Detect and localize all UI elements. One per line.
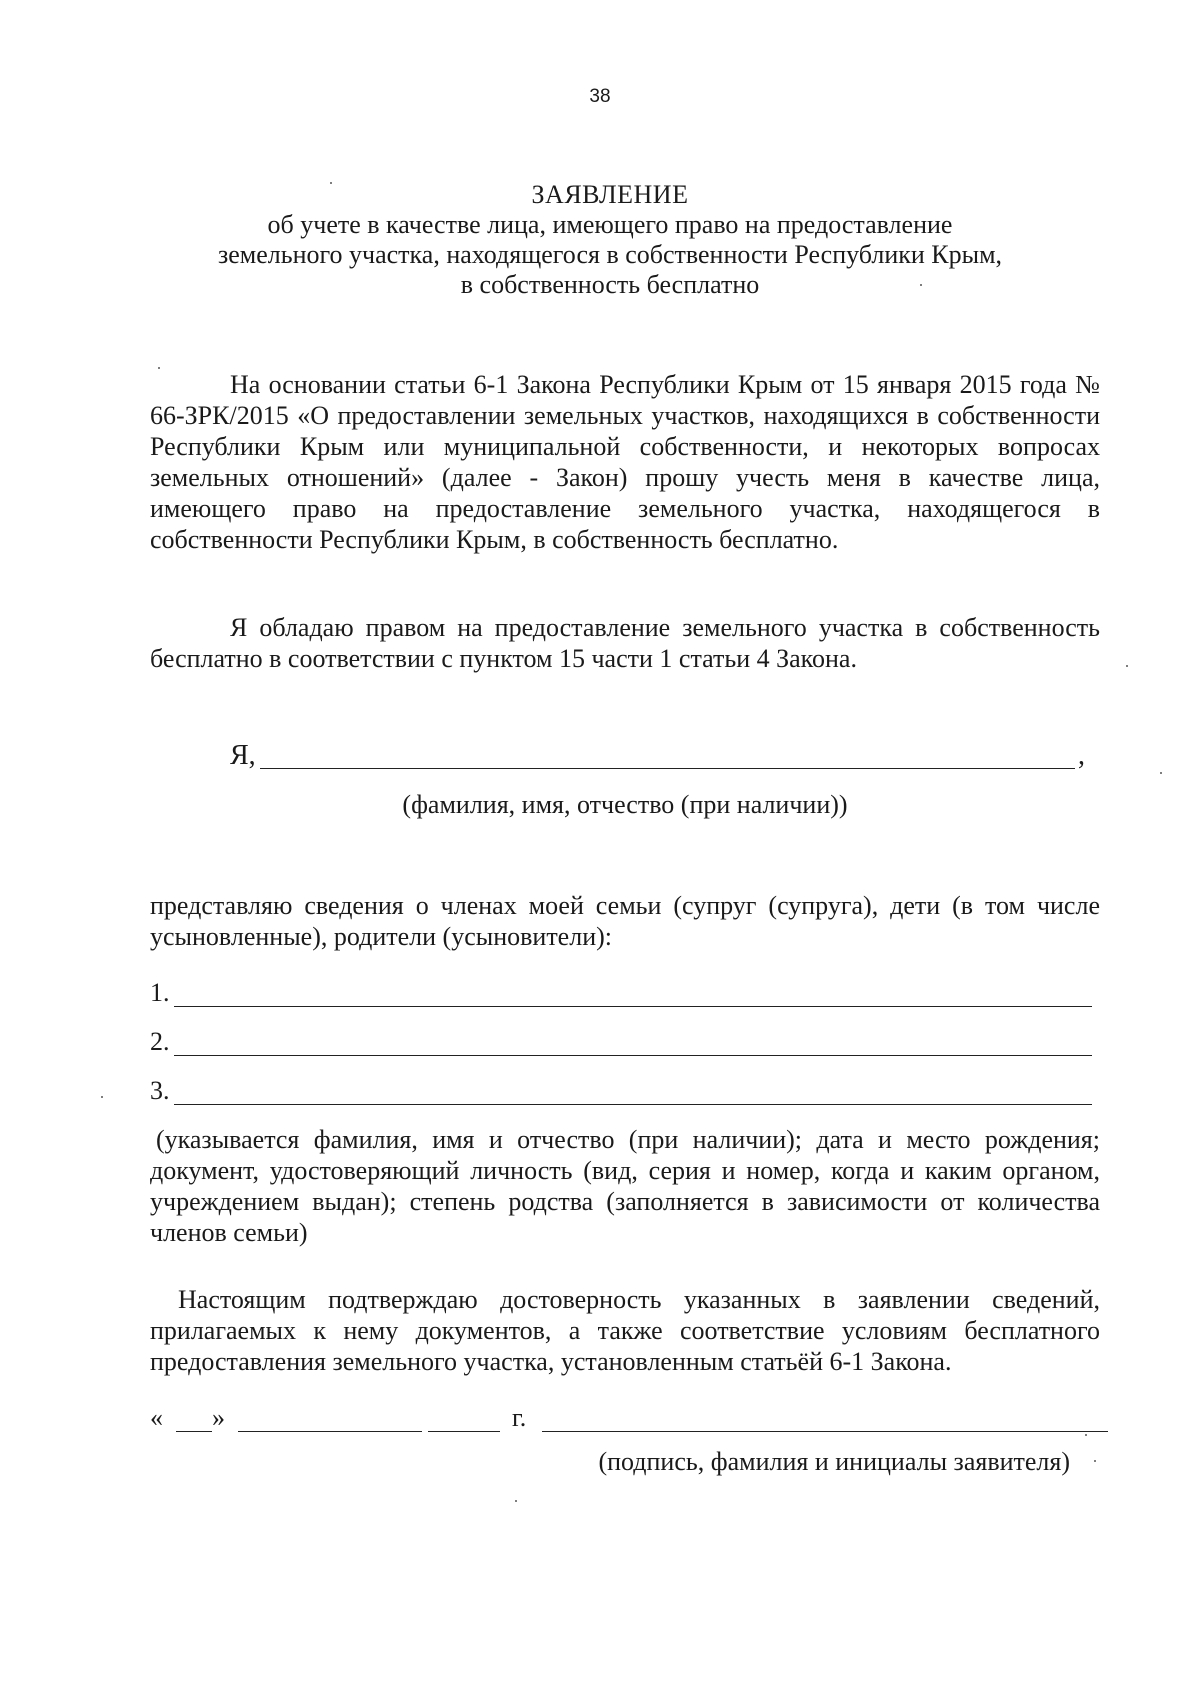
applicant-name-caption: (фамилия, имя, отчество (при наличии))	[402, 790, 848, 819]
document-header	[150, 180, 1070, 300]
date-quote-close: »	[212, 1403, 225, 1432]
document-subtitle-line-1: об учете в качестве лица, имеющего право на предоставление	[267, 210, 953, 239]
date-quote-open: «	[150, 1403, 163, 1432]
page-number: 38	[589, 86, 611, 107]
document-title: ЗАЯВЛЕНИЕ	[531, 180, 689, 209]
applicant-comma: ,	[1078, 740, 1085, 771]
family-intro: представляю сведения о членах моей семьи (супруг (супруга), дети (в том числе усыновленные), родители (усыновители):	[150, 891, 1100, 951]
date-day-blank[interactable]	[176, 1431, 212, 1432]
paragraph-confirmation: Настоящим подтверждаю достоверность указанных в заявлении сведений, прилагаемых к нему документов, а также соответствие условиям бесплатного предоставления земельного участка, установленным статьёй 6-1 Закона.	[150, 1285, 1100, 1376]
paragraph-entitlement: Я обладаю правом на предоставление земельного участка в собственность бесплатно в соответствии с пунктом 15 части 1 статьи 4 Закона.	[150, 613, 1100, 673]
family-member-number: 1.	[150, 978, 170, 1007]
applicant-name-blank[interactable]	[260, 768, 1075, 769]
paragraph-request: На основании статьи 6-1 Закона Республики Крым от 15 января 2015 года № 66-ЗРК/2015 «О предоставлении земельных участков, находящихся в собственности Республики Крым или муниципальной собственности, и некоторых вопросах земельных отношений» (далее - Закон) прошу учесть меня в качестве лица, имеющего право на предоставление земельного участка, находящегося в собственности Республики Крым, в собственность бесплатно.	[150, 370, 1100, 554]
scan-speck	[920, 284, 922, 286]
document-subtitle-line-3: в собственность бесплатно	[460, 270, 760, 299]
scan-speck	[1085, 1434, 1087, 1436]
family-member-blank[interactable]	[174, 1055, 1092, 1056]
family-member-row[interactable]	[150, 1026, 1100, 1058]
scan-speck	[158, 367, 160, 369]
date-year-blank[interactable]	[428, 1431, 500, 1432]
family-member-number: 3.	[150, 1076, 170, 1105]
family-member-number: 2.	[150, 1027, 170, 1056]
document-subtitle-line-2: земельного участка, находящегося в собственности Республики Крым,	[217, 240, 1003, 269]
signature-caption: (подпись, фамилия и инициалы заявителя)	[598, 1447, 1070, 1476]
family-member-row[interactable]	[150, 977, 1100, 1009]
scan-speck	[1126, 665, 1128, 667]
scan-speck	[515, 1500, 517, 1502]
applicant-label: Я,	[230, 740, 256, 771]
signature-blank[interactable]	[542, 1431, 1108, 1432]
family-member-blank[interactable]	[174, 1006, 1092, 1007]
family-note: (указывается фамилия, имя и отчество (при наличии); дата и место рождения; документ, удостоверяющий личность (вид, серия и номер, когда и каким органом, учреждением выдан); степень родства (заполняется в зависимости от количества членов семьи)	[150, 1125, 1100, 1247]
date-month-blank[interactable]	[238, 1431, 422, 1432]
applicant-name-field[interactable]	[230, 740, 1100, 772]
family-member-row[interactable]	[150, 1075, 1100, 1107]
date-year-label: г.	[512, 1403, 527, 1432]
date-signature-row	[150, 1402, 1110, 1434]
scan-speck	[330, 182, 332, 184]
scan-speck	[1094, 1460, 1096, 1462]
scan-speck	[101, 1096, 103, 1098]
family-member-blank[interactable]	[174, 1104, 1092, 1105]
scan-speck	[1160, 772, 1162, 774]
